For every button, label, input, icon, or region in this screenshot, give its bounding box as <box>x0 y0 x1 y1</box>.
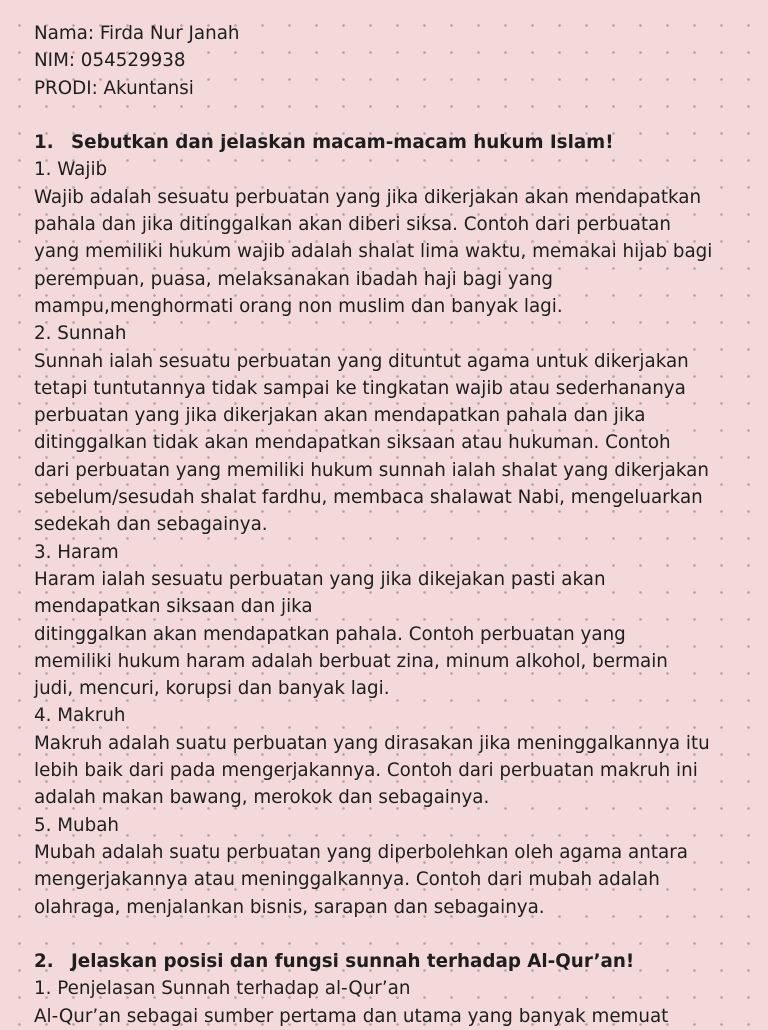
makruh-line: lebih baik dari pada mengerjakannya. Contoh dari perbuatan makruh ini <box>34 760 698 782</box>
sunnah-line: tetapi tuntutannya tidak sampai ke tingkatan wajib atau sederhananya <box>34 377 686 399</box>
question-2-text: Jelaskan posisi dan fungsi sunnah terhadap Al-Qur’an! <box>71 951 635 973</box>
haram-line: ditinggalkan akan mendapatkan pahala. Contoh perbuatan yang <box>34 623 626 645</box>
mubah-line: olahraga, menjalankan bisnis, sarapan dan sebagainya. <box>34 896 545 918</box>
mubah-heading: 5. Mubah <box>34 814 120 836</box>
sunnah-explanation-heading: 1. Penjelasan Sunnah terhadap al-Qur’an <box>34 978 411 1000</box>
makruh-heading: 4. Makruh <box>34 705 126 727</box>
sunnah-line: sebelum/sesudah shalat fardhu, membaca shalawat Nabi, mengeluarkan <box>34 487 703 509</box>
sunnah-line: Sunnah ialah sesuatu perbuatan yang dituntut agama untuk dikerjakan <box>34 350 689 372</box>
sunnah-line: sedekah dan sebagainya. <box>34 514 268 536</box>
wajib-heading: 1. Wajib <box>34 159 108 181</box>
blank-line <box>34 921 734 948</box>
question-1-text: Sebutkan dan jelaskan macam-macam hukum Islam! <box>71 132 614 154</box>
sunnah-line: ditinggalkan tidak akan mendapatkan siksaan atau hukuman. Contoh <box>34 432 671 454</box>
question-2 <box>34 948 734 975</box>
mubah-line: Mubah adalah suatu perbuatan yang diperbolehkan oleh agama antara <box>34 841 688 863</box>
wajib-line: perempuan, puasa, melaksanakan ibadah haji bagi yang <box>34 268 554 290</box>
note-page <box>34 20 734 1030</box>
haram-heading: 3. Haram <box>34 541 119 563</box>
sunnah-heading: 2. Sunnah <box>34 323 127 345</box>
mubah-line: mengerjakannya atau meninggalkannya. Contoh dari mubah adalah <box>34 869 660 891</box>
wajib-line: yang memiliki hukum wajib adalah shalat lima waktu, memakai hijab bagi <box>34 241 713 263</box>
blank-line <box>34 102 734 129</box>
wajib-line: mampu,menghormati orang non muslim dan banyak lagi. <box>34 295 563 317</box>
student-nim: NIM: 054529938 <box>34 50 186 72</box>
sunnah-explanation-line: Al-Qur’an sebagai sumber pertama dan utama yang banyak memuat <box>34 1005 669 1027</box>
haram-line: judi, mencuri, korupsi dan banyak lagi. <box>34 678 390 700</box>
student-name: Nama: Firda Nur Janah <box>34 23 240 44</box>
sunnah-line: perbuatan yang jika dikerjakan akan mendapatkan pahala dan jika <box>34 405 646 427</box>
question-1-number: 1. <box>34 132 54 154</box>
makruh-line: Makruh adalah suatu perbuatan yang dirasakan jika meninggalkannya itu <box>34 732 710 754</box>
wajib-line: pahala dan jika ditinggalkan akan diberi siksa. Contoh dari perbuatan <box>34 214 671 236</box>
question-1 <box>34 129 734 156</box>
wajib-line: Wajib adalah sesuatu perbuatan yang jika dikerjakan akan mendapatkan <box>34 186 702 208</box>
makruh-line: adalah makan bawang, merokok dan sebagainya. <box>34 787 490 809</box>
sunnah-line: dari perbuatan yang memiliki hukum sunnah ialah shalat yang dikerjakan <box>34 459 709 481</box>
haram-line: memiliki hukum haram adalah berbuat zina, minum alkohol, bermain <box>34 650 668 672</box>
haram-line: Haram ialah sesuatu perbuatan yang jika dikejakan pasti akan <box>34 568 606 590</box>
haram-line: mendapatkan siksaan dan jika <box>34 596 313 618</box>
student-prodi: PRODI: Akuntansi <box>34 77 194 99</box>
question-2-number: 2. <box>34 951 54 973</box>
